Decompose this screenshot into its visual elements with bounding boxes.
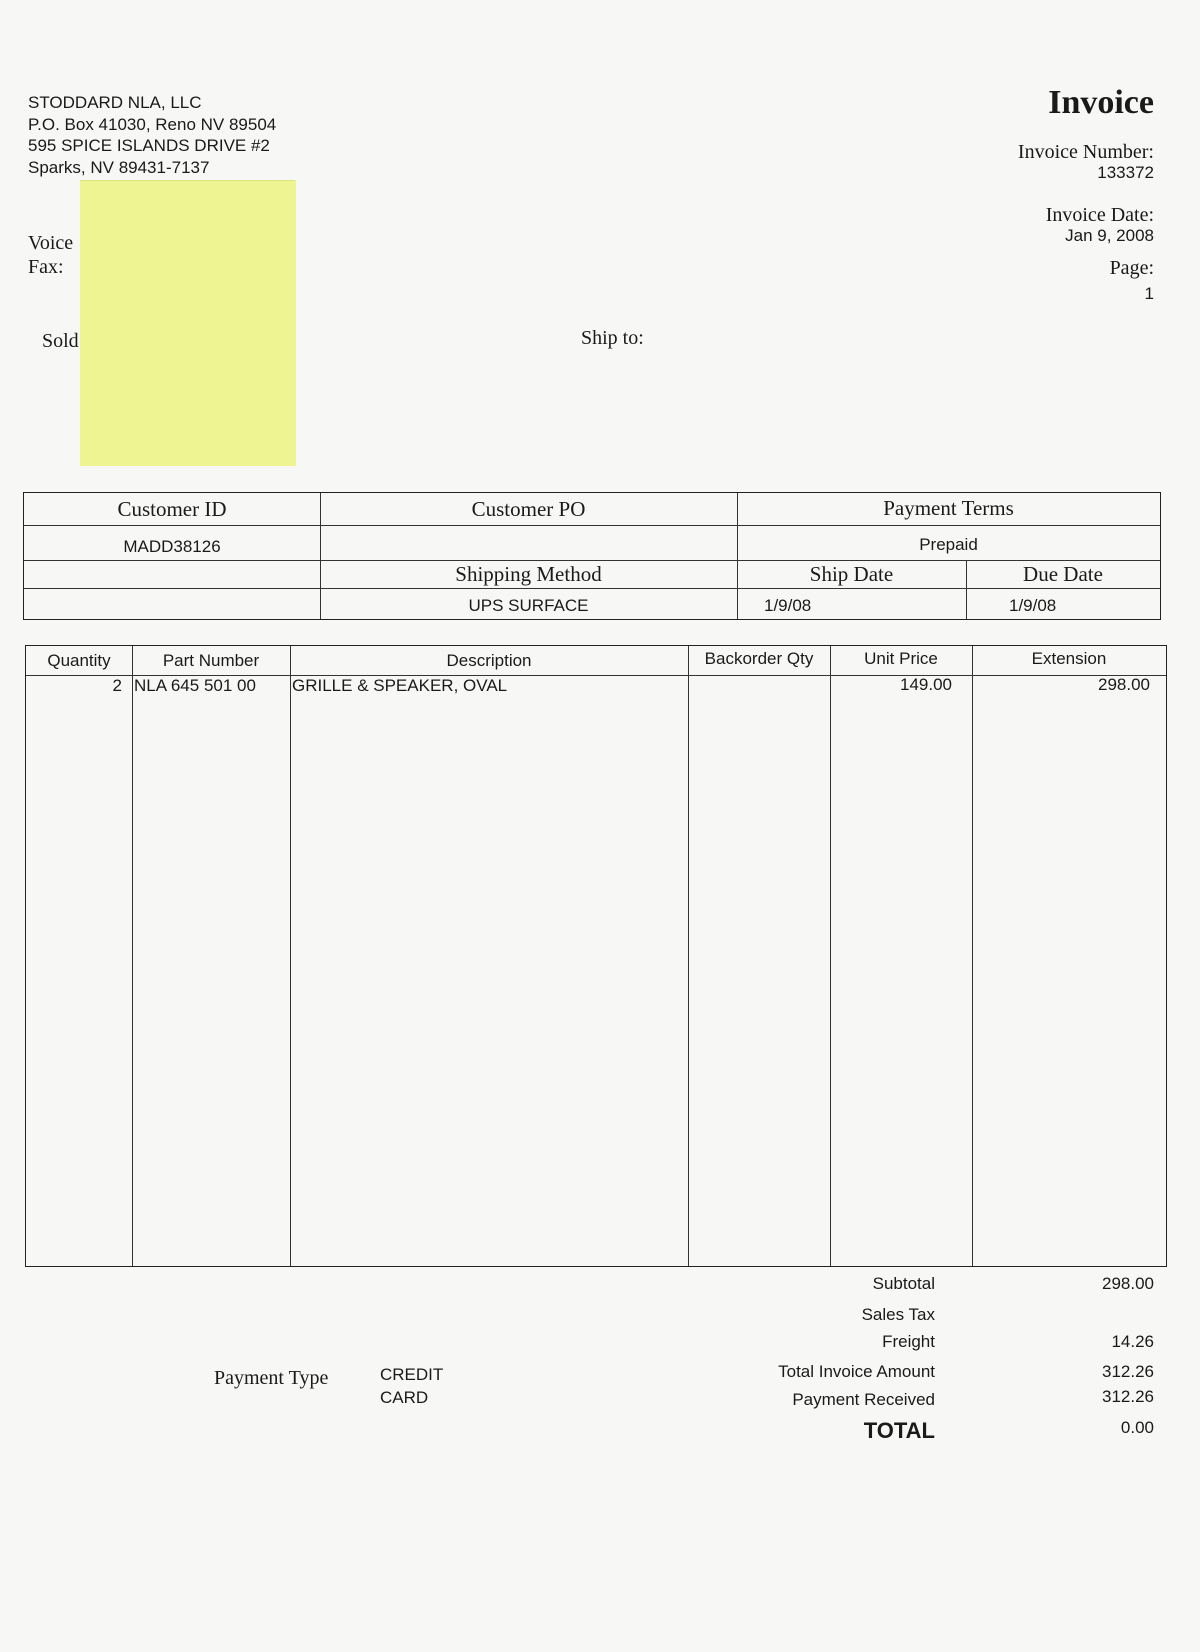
company-name: STODDARD NLA, LLC bbox=[28, 93, 202, 112]
row-unit-price: 149.00 bbox=[900, 675, 952, 694]
company-address bbox=[28, 92, 276, 178]
payment-terms-value: Prepaid bbox=[919, 535, 978, 554]
total-invoice-value: 312.26 bbox=[1102, 1362, 1154, 1381]
page-number: 1 bbox=[1144, 284, 1154, 303]
page-label: Page: bbox=[1109, 257, 1154, 279]
fax-label: Fax: bbox=[28, 256, 64, 278]
sold-to-label: Sold bbox=[42, 330, 79, 352]
total-invoice-label: Total Invoice Amount bbox=[778, 1362, 935, 1381]
ship-date-value: 1/9/08 bbox=[764, 596, 812, 615]
col-part-number: Part Number bbox=[162, 651, 260, 670]
payment-type-label: Payment Type bbox=[214, 1367, 329, 1389]
due-date-value: 1/9/08 bbox=[1009, 596, 1057, 615]
due-date-header: Due Date bbox=[1023, 562, 1103, 586]
payment-type-line2: CARD bbox=[380, 1388, 429, 1407]
row-description: GRILLE & SPEAKER, OVAL bbox=[292, 676, 508, 695]
subtotal-label: Subtotal bbox=[872, 1274, 935, 1293]
total-value: 0.00 bbox=[1120, 1418, 1154, 1437]
payment-received-value: 312.26 bbox=[1102, 1387, 1154, 1406]
row-quantity: 2 bbox=[112, 676, 122, 695]
row-part-number: NLA 645 501 00 bbox=[134, 676, 256, 695]
freight-label: Freight bbox=[882, 1332, 935, 1351]
freight-value: 14.26 bbox=[1111, 1332, 1154, 1351]
row-extension: 298.00 bbox=[1098, 675, 1150, 694]
invoice-date-label: Invoice Date: bbox=[1045, 204, 1154, 226]
subtotal-value: 298.00 bbox=[1102, 1274, 1154, 1293]
company-street: 595 SPICE ISLANDS DRIVE #2 bbox=[28, 136, 270, 155]
shipping-method-value: UPS SURFACE bbox=[468, 596, 589, 615]
company-city: Sparks, NV 89431-7137 bbox=[28, 157, 210, 177]
voice-label: Voice bbox=[28, 232, 74, 254]
redaction-highlight bbox=[80, 180, 296, 466]
total-label: TOTAL bbox=[863, 1418, 935, 1443]
company-po-box: P.O. Box 41030, Reno NV 89504 bbox=[28, 114, 277, 134]
payment-type-line1: CREDIT bbox=[380, 1365, 444, 1384]
items-table bbox=[25, 645, 1167, 1267]
col-description: Description bbox=[446, 651, 532, 670]
info-table bbox=[23, 492, 1161, 620]
col-unit-price: Unit Price bbox=[864, 649, 938, 668]
ship-to-label: Ship to: bbox=[581, 327, 644, 349]
ship-date-header: Ship Date bbox=[809, 562, 894, 586]
col-backorder-qty: Backorder Qty bbox=[704, 649, 814, 668]
customer-id-header: Customer ID bbox=[117, 497, 227, 521]
invoice-number: 133372 bbox=[1097, 163, 1154, 182]
col-extension: Extension bbox=[1031, 649, 1107, 668]
shipping-method-header: Shipping Method bbox=[455, 562, 602, 586]
customer-id-value: MADD38126 bbox=[123, 537, 221, 556]
payment-received-label: Payment Received bbox=[792, 1390, 935, 1409]
sales-tax-label: Sales Tax bbox=[861, 1305, 935, 1324]
invoice-title: Invoice bbox=[1048, 84, 1154, 121]
customer-po-header: Customer PO bbox=[471, 497, 586, 521]
col-quantity: Quantity bbox=[47, 651, 111, 670]
invoice-date: Jan 9, 2008 bbox=[1065, 226, 1154, 245]
invoice-number-label: Invoice Number: bbox=[1017, 141, 1154, 163]
payment-terms-header: Payment Terms bbox=[883, 496, 1014, 520]
